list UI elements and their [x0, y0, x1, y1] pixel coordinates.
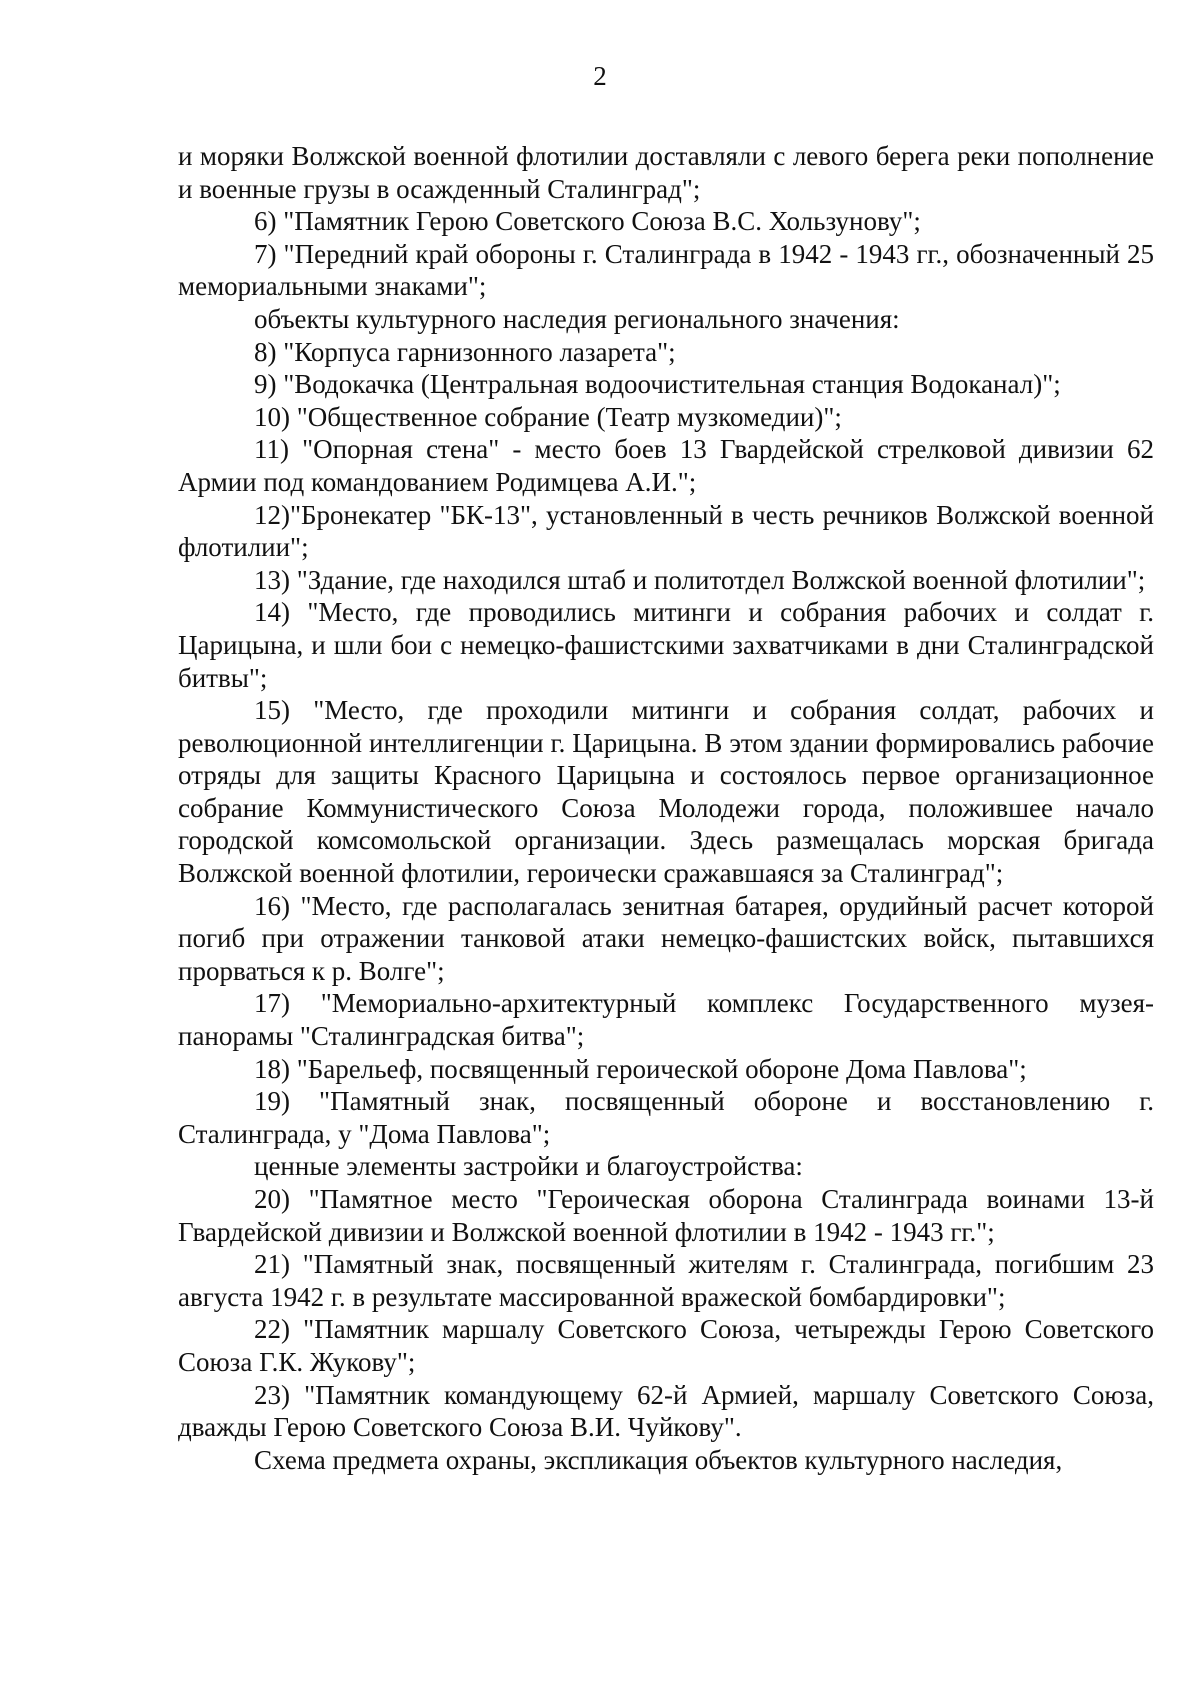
list-item-21: 21) "Памятный знак, посвященный жителям г. Сталинграда, погибшим 23 августа 1942 г. в результате массированной вражеской бомбардировки";	[178, 1249, 1154, 1312]
list-item-16: 16) "Место, где располагалась зенитная батарея, орудийный расчет которой погиб при отражении танковой атаки немецко-фашистских войск, пытавшихся прорваться к р. Волге";	[178, 890, 1154, 986]
list-item-19: 19) "Памятный знак, посвященный обороне и восстановлению г. Сталинграда, у "Дома Павлова";	[178, 1086, 1154, 1149]
section-heading-regional: объекты культурного наследия регионального значения:	[254, 303, 900, 334]
list-item-9: 9) "Водокачка (Центральная водоочистительная станция Водоканал)";	[254, 369, 1061, 400]
list-item-17: 17) "Мемориально-архитектурный комплекс Государственного музея-панорамы "Сталинградская битва";	[178, 988, 1154, 1052]
paragraph-continuation: и моряки Волжской военной флотилии доставляли с левого берега реки пополнение и военные грузы в осажденный Сталинград";	[178, 141, 1154, 204]
list-item-13: 13) "Здание, где находился штаб и политотдел Волжской военной флотилии";	[254, 564, 1146, 595]
list-item-23: 23) "Памятник командующему 62-й Армией, маршалу Советского Союза, дважды Герою Советского Союза В.И. Чуйкову".	[178, 1379, 1154, 1443]
list-item-22: 22) "Памятник маршалу Советского Союза, четырежды Герою Советского Союза Г.К. Жукову";	[178, 1314, 1154, 1377]
list-item-10: 10) "Общественное собрание (Театр музкомедии)";	[254, 401, 842, 432]
list-item-6: 6) "Памятник Герою Советского Союза В.С. Хользунову";	[254, 206, 921, 237]
paragraph-scheme: Схема предмета охраны, экспликация объектов культурного наследия,	[254, 1444, 1063, 1475]
list-item-8: 8) "Корпуса гарнизонного лазарета";	[254, 336, 676, 367]
list-item-20: 20) "Памятное место "Героическая оборона Сталинграда воинами 13-й Гвардейской дивизии и Волжской военной флотилии в 1942 - 1943 гг.";	[178, 1184, 1154, 1247]
list-item-11: 11) "Опорная стена" - место боев 13 Гвардейской стрелковой дивизии 62 Армии под командованием Родимцева А.И.";	[178, 434, 1154, 497]
page-number: 2	[593, 61, 607, 91]
section-heading-valuable-elements: ценные элементы застройки и благоустройства:	[254, 1151, 803, 1182]
list-item-7: 7) "Передний край обороны г. Сталинграда в 1942 - 1943 гг., обозначенный 25 мемориальными знаками";	[178, 238, 1154, 302]
document-body	[178, 140, 1154, 1476]
list-item-15: 15) "Место, где проходили митинги и собрания солдат, рабочих и революционной интеллигенции г. Царицына. В этом здании формировались рабочие отряды для защиты Красного Царицына и состоялось первое организационное собрание Коммунистического Союза Молодежи города, положившее начало городской комсомольской организации. Здесь размещалась морская бригада Волжской военной флотилии, героически сражавшаяся за Сталинград";	[178, 695, 1154, 889]
list-item-12: 12)"Бронекатер "БК-13", установленный в честь речников Волжской военной флотилии";	[178, 499, 1154, 563]
list-item-14: 14) "Место, где проводились митинги и собрания рабочих и солдат г. Царицына, и шли бои с немецко-фашистскими захватчиками в дни Сталинградской битвы";	[178, 597, 1154, 693]
list-item-18: 18) "Барельеф, посвященный героической обороне Дома Павлова";	[254, 1053, 1027, 1084]
